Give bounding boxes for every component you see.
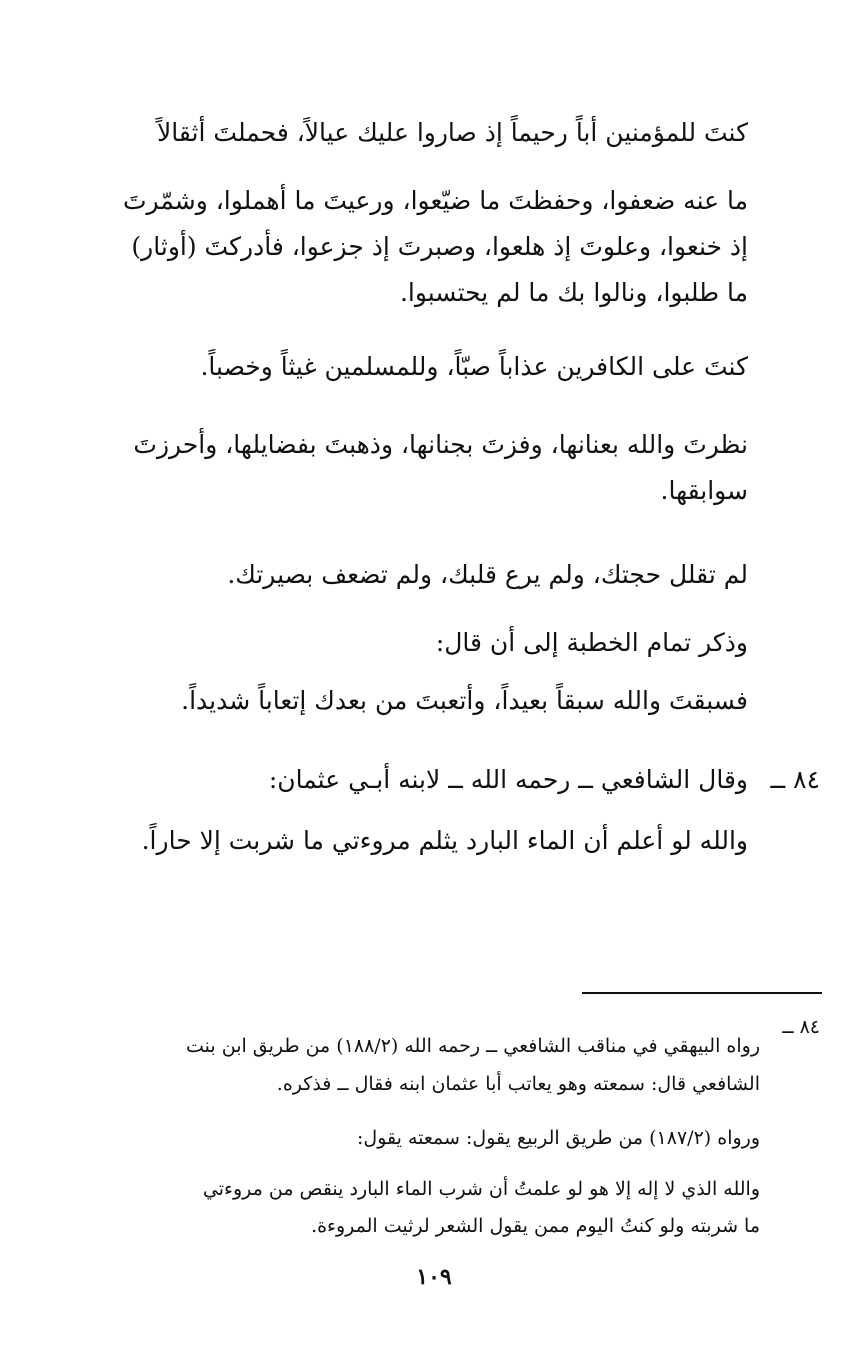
- paragraph-line: إذ خنعوا، وعلوتَ إذ هلعوا، وصبرتَ إذ جزعوا، فأدركتَ (أوثار): [131, 232, 748, 261]
- paragraph-line: نظرتَ والله بعنانها، وفزتَ بجنانها، وذهبتَ بفضايلها، وأحرزتَ: [133, 430, 748, 459]
- paragraph-line: كنتَ على الكافرين عذاباً صبّاً، وللمسلمين غيثاً وخصباً.: [200, 352, 748, 381]
- footnote-line: ورواه (١٨٧/٢) من طريق الربيع يقول: سمعته يقول:: [357, 1127, 760, 1149]
- footnote-number: ٨٤ ــ: [782, 1016, 820, 1038]
- paragraph-line: والله لو أعلم أن الماء البارد يثلم مروءتي ما شربت إلا حاراً.: [141, 826, 748, 855]
- paragraph-line: كنتَ للمؤمنين أباً رحيماً إذ صاروا عليك عيالاً، فحملتَ أثقالاً: [157, 118, 748, 147]
- footnote-separator: [582, 992, 822, 994]
- paragraph-line: ما طلبوا، ونالوا بك ما لم يحتسبوا.: [399, 278, 748, 307]
- paragraph-line: ما عنه ضعفوا، وحفظتَ ما ضيّعوا، ورعيتَ ما أهملوا، وشمّرتَ: [122, 186, 748, 215]
- item-number: ٨٤ ــ: [770, 765, 820, 794]
- page-number: ١٠٩: [416, 1264, 452, 1290]
- paragraph-line: لم تقلل حجتك، ولم يرع قلبك، ولم تضعف بصيرتك.: [227, 560, 748, 589]
- footnote-line: والله الذي لا إله إلا هو لو علمتُ أن شرب الماء البارد ينقص من مروءتي: [202, 1178, 760, 1200]
- paragraph-line: وذكر تمام الخطبة إلى أن قال:: [435, 628, 748, 657]
- paragraph-line: فسبقتَ والله سبقاً بعيداً، وأتعبتَ من بعدك إتعاباً شديداً.: [181, 686, 748, 715]
- footnote-line: ما شربته ولو كنتُ اليوم ممن يقول الشعر لرثيت المروءة.: [311, 1215, 760, 1237]
- footnote-line: الشافعي قال: سمعته وهو يعاتب أبا عثمان ابنه فقال ــ فذكره.: [276, 1073, 760, 1095]
- paragraph-line: سوابقها.: [660, 476, 748, 505]
- paragraph-line: وقال الشافعي ــ رحمه الله ــ لابنه أبـي عثمان:: [268, 765, 748, 794]
- footnote-line: رواه البيهقي في مناقب الشافعي ــ رحمه الله (١٨٨/٢) من طريق ابن بنت: [186, 1035, 760, 1057]
